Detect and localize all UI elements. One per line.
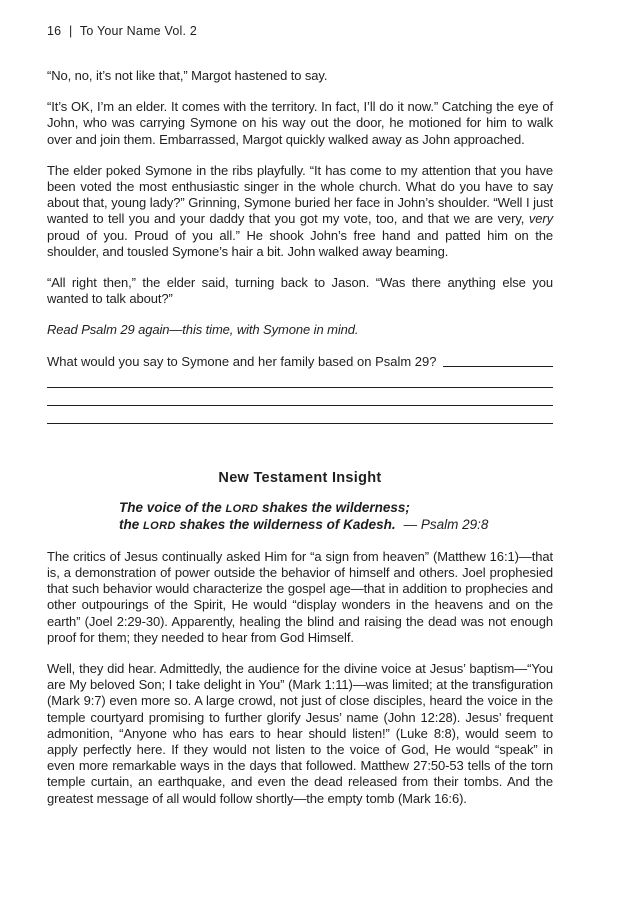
header-separator: | bbox=[69, 24, 73, 38]
paragraph-elder-ok: “It’s OK, I’m an elder. It comes with the territory. In fact, I’ll do it now.” Catching the eye of John, who was carrying Symone on his way out the door, he motioned for him to walk over and join them. Embarrassed, Margot quickly walked away as John approached. bbox=[47, 99, 553, 147]
answer-line[interactable] bbox=[47, 388, 553, 406]
paragraph-read-psalm: Read Psalm 29 again—this time, with Symone in mind. bbox=[47, 322, 359, 338]
book-title: To Your Name Vol. 2 bbox=[79, 24, 197, 38]
reflection-question bbox=[47, 354, 553, 370]
quote-lord: LORD bbox=[225, 502, 259, 515]
scripture-quote bbox=[119, 500, 553, 534]
quote-text: the bbox=[119, 516, 144, 532]
answer-blank[interactable] bbox=[443, 354, 554, 367]
paragraph-text: The elder poked Symone in the ribs playfully. “It has come to my attention that you have been voted the most enthusiastic singer in the whole church. What do you have to say about that, young lady?” Grinning, Symone buried her face in John’s shoulder. “Well I just wanted to tell you and your daddy that you got my vote, too, and that we are very, bbox=[47, 162, 553, 227]
emphasis-very: very bbox=[528, 211, 553, 227]
quote-lord: LORD bbox=[143, 519, 176, 532]
question-text: What would you say to Symone and her family based on Psalm 29? bbox=[47, 353, 437, 369]
paragraph-they-did-hear: Well, they did hear. Admittedly, the audience for the divine voice at Jesus’ baptism—“You are My beloved Son; I take delight in You” (Mark 1:11)—was limited; at the transfiguration (Mark 9:7) even more so. A large crowd, not just of close disciples, heard the voice in the temple courtyard promising to further glorify Jesus’ name (John 12:28). Jesus’ frequent admonition, “Anyone who has ears to hear should listen!” (Luke 8:8), would seem to apply perfectly here. If they would not listen to the voice of God, He would “speak” in even more remarkable ways in the days that followed. Matthew 27:50-53 tells of the torn temple curtain, an earthquake, and even the dead released from their tombs. And the greatest message of all would follow shortly—the empty tomb (Mark 16:6). bbox=[47, 661, 553, 806]
paragraph-margot: “No, no, it’s not like that,” Margot hastened to say. bbox=[47, 68, 328, 83]
answer-line[interactable] bbox=[47, 406, 553, 424]
paragraph-elder-poked bbox=[47, 163, 553, 260]
quote-line-2 bbox=[119, 517, 553, 534]
paragraph-all-right: “All right then,” the elder said, turning back to Jason. “Was there anything else you wanted to talk about?” bbox=[47, 275, 553, 307]
paragraph-critics: The critics of Jesus continually asked Him for “a sign from heaven” (Matthew 16:1)—that is, a demonstration of power outside the behavior of himself and others. Joel prophesied that such behavior would characterize the gospel age—that in addition to prophecies and other outpourings of the Spirit, He would “display wonders in the heavens and on the earth” (Joel 2:29-30). Apparently, healing the blind and raising the dead was not enough proof for them; they needed to hear from God Himself. bbox=[47, 548, 553, 645]
quote-text: shakes the wilderness of Kadesh. bbox=[175, 516, 396, 532]
page bbox=[47, 24, 553, 822]
running-header bbox=[47, 24, 553, 38]
section-title: New Testament Insight bbox=[218, 469, 382, 486]
page-number: 16 bbox=[47, 24, 62, 38]
quote-line-1 bbox=[119, 500, 553, 517]
quote-reference: — Psalm 29:8 bbox=[403, 516, 489, 532]
answer-line[interactable] bbox=[47, 370, 553, 388]
paragraph-text: proud of you. Proud of you all.” He shook John’s free hand and patted him on the shoulder, and tousled Symone’s hair a bit. John walked away beaming. bbox=[47, 227, 553, 259]
quote-text: shakes the wilderness; bbox=[258, 499, 410, 515]
quote-text: The voice of the bbox=[119, 499, 226, 515]
